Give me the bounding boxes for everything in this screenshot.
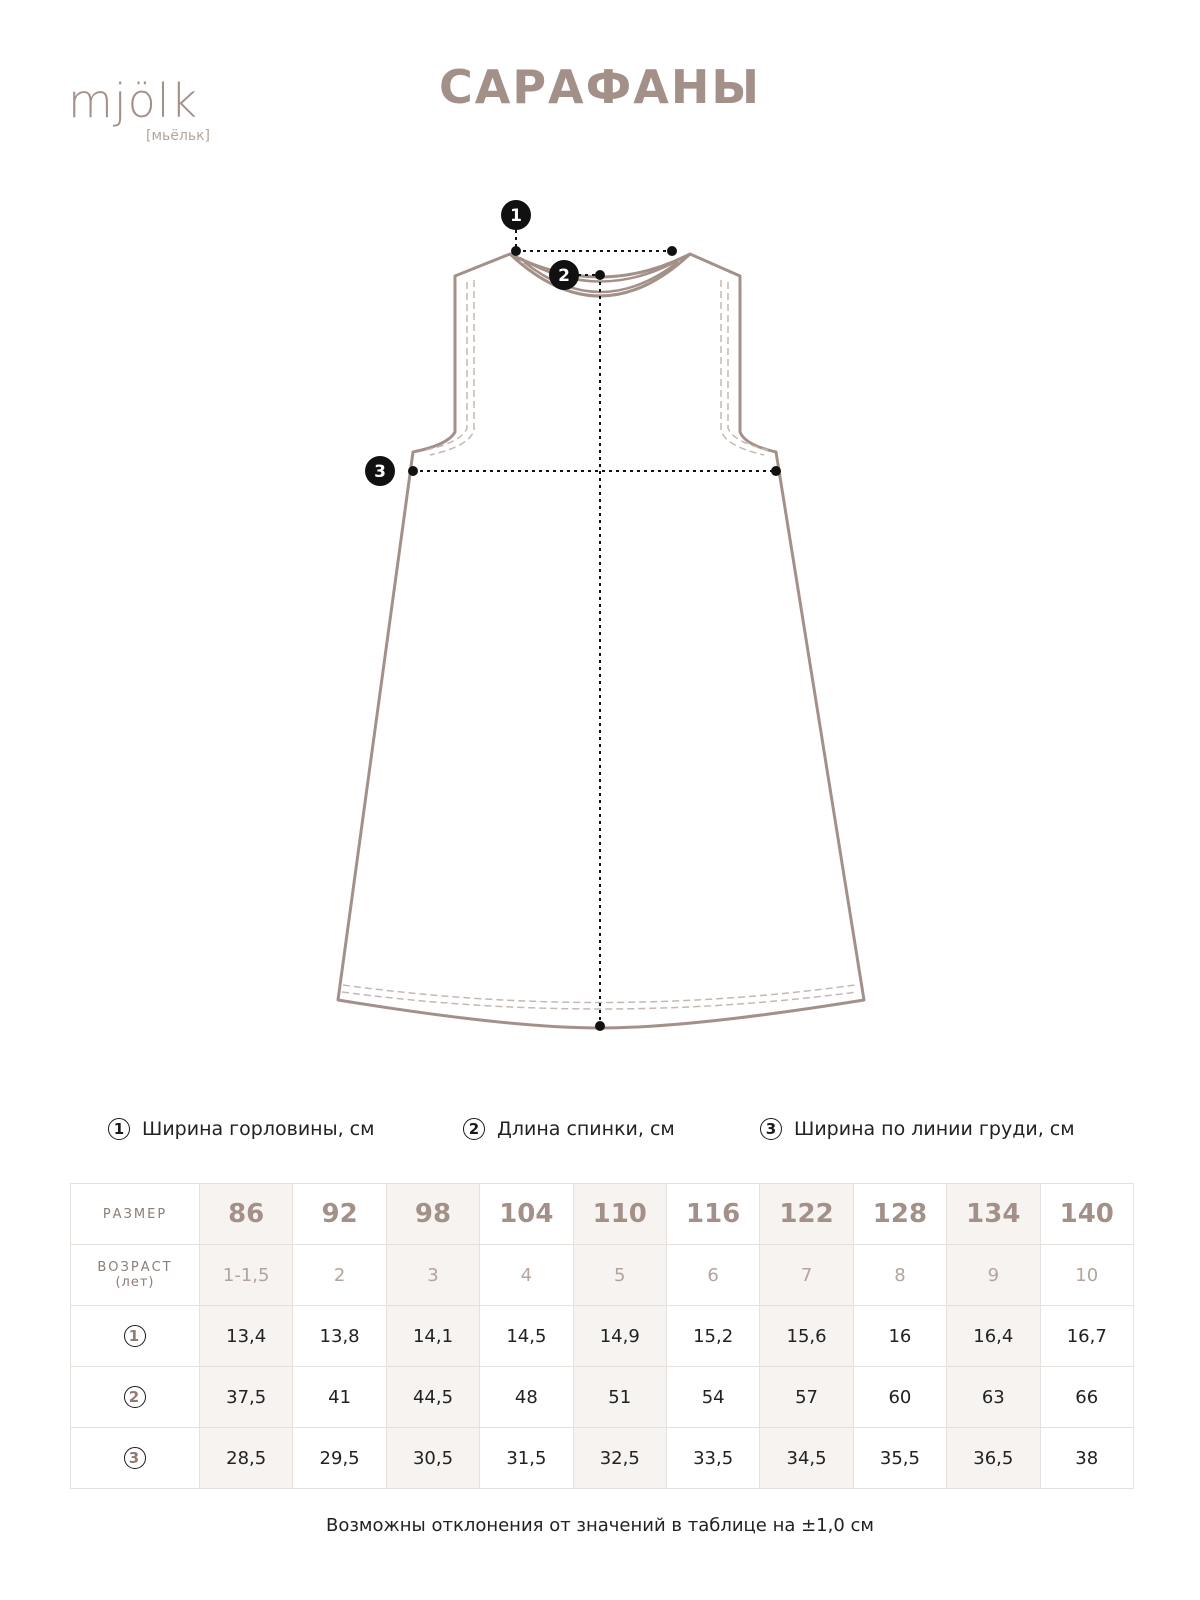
value-cell: 15,6: [760, 1306, 853, 1367]
value-cell: 60: [853, 1367, 946, 1428]
value-cell: 29,5: [293, 1428, 386, 1489]
value-cell: 16,4: [947, 1306, 1040, 1367]
table-row-ages: [71, 1245, 1134, 1306]
legend-item-back-length: [463, 1118, 675, 1140]
left-armhole-stitch: [426, 282, 467, 450]
age-cell: 1-1,5: [200, 1245, 293, 1306]
value-cell: 36,5: [947, 1428, 1040, 1489]
size-table: [70, 1183, 1134, 1489]
value-cell: 16,7: [1040, 1306, 1133, 1367]
marker-3-label: 3: [374, 462, 386, 482]
legend-text-back-length: Длина спинки, см: [497, 1118, 675, 1140]
table-row-chest-width: [71, 1428, 1134, 1489]
neck-width-dot-right: [667, 246, 677, 256]
legend-text-chest-width: Ширина по линии груди, см: [794, 1118, 1075, 1140]
value-cell: 66: [1040, 1367, 1133, 1428]
size-cell: 116: [666, 1184, 759, 1245]
value-cell: 57: [760, 1367, 853, 1428]
size-cell: 110: [573, 1184, 666, 1245]
chest-width-dot-left: [408, 466, 418, 476]
legend-item-neck-width: [108, 1118, 374, 1140]
value-cell: 38: [1040, 1428, 1133, 1489]
logo-transcription: [мьёльк]: [146, 128, 211, 144]
age-cell: 2: [293, 1245, 386, 1306]
size-cell: 92: [293, 1184, 386, 1245]
legend-number-1: 1: [108, 1118, 130, 1140]
value-cell: 63: [947, 1367, 1040, 1428]
value-cell: 16: [853, 1306, 946, 1367]
right-armhole-stitch: [728, 282, 768, 450]
age-cell: 8: [853, 1245, 946, 1306]
size-cell: 98: [386, 1184, 479, 1245]
row-header-3: [71, 1428, 200, 1489]
value-cell: 41: [293, 1367, 386, 1428]
size-cell: 122: [760, 1184, 853, 1245]
table-row-neck-width: [71, 1306, 1134, 1367]
value-cell: 13,4: [200, 1306, 293, 1367]
neck-width-dot-left: [511, 246, 521, 256]
row-number-1: 1: [124, 1325, 146, 1347]
hem-stitch-2: [342, 992, 857, 1009]
size-cell: 86: [200, 1184, 293, 1245]
age-cell: 6: [666, 1245, 759, 1306]
size-cell: 104: [480, 1184, 573, 1245]
value-cell: 28,5: [200, 1428, 293, 1489]
age-cell: 5: [573, 1245, 666, 1306]
age-cell: 7: [760, 1245, 853, 1306]
value-cell: 51: [573, 1367, 666, 1428]
hem-stitch: [343, 985, 855, 1003]
size-cell: 140: [1040, 1184, 1133, 1245]
value-cell: 14,5: [480, 1306, 573, 1367]
value-cell: 54: [666, 1367, 759, 1428]
legend-number-2: 2: [463, 1118, 485, 1140]
value-cell: 15,2: [666, 1306, 759, 1367]
value-cell: 30,5: [386, 1428, 479, 1489]
size-row-header: РАЗМЕР: [71, 1184, 200, 1245]
age-unit: (лет): [115, 1275, 155, 1290]
value-cell: 32,5: [573, 1428, 666, 1489]
value-cell: 31,5: [480, 1428, 573, 1489]
legend-text-neck-width: Ширина горловины, см: [142, 1118, 375, 1140]
legend-item-chest-width: [760, 1118, 1075, 1140]
row-number-3: 3: [124, 1447, 146, 1469]
value-cell: 35,5: [853, 1428, 946, 1489]
page-title: САРАФАНЫ: [438, 60, 762, 114]
table-row-back-length: [71, 1367, 1134, 1428]
back-length-dot-bottom: [595, 1021, 605, 1031]
chest-width-dot-right: [771, 466, 781, 476]
legend-number-3: 3: [760, 1118, 782, 1140]
age-cell: 4: [480, 1245, 573, 1306]
row-header-2: [71, 1367, 200, 1428]
age-row-header: [71, 1245, 200, 1306]
size-cell: 134: [947, 1184, 1040, 1245]
age-label: ВОЗРАСТ: [97, 1260, 173, 1275]
age-cell: 10: [1040, 1245, 1133, 1306]
marker-1-label: 1: [510, 206, 522, 226]
row-header-1: [71, 1306, 200, 1367]
value-cell: 33,5: [666, 1428, 759, 1489]
tolerance-note: Возможны отклонения от значений в таблице на ±1,0 см: [326, 1515, 874, 1536]
value-cell: 48: [480, 1367, 573, 1428]
age-cell: 9: [947, 1245, 1040, 1306]
row-number-2: 2: [124, 1386, 146, 1408]
age-cell: 3: [386, 1245, 479, 1306]
value-cell: 37,5: [200, 1367, 293, 1428]
marker-2-label: 2: [558, 266, 570, 286]
value-cell: 13,8: [293, 1306, 386, 1367]
value-cell: 44,5: [386, 1367, 479, 1428]
logo-wordmark: mjölk: [68, 74, 199, 128]
value-cell: 14,9: [573, 1306, 666, 1367]
value-cell: 34,5: [760, 1428, 853, 1489]
back-length-dot-top: [595, 270, 605, 280]
table-row-sizes: [71, 1184, 1134, 1245]
value-cell: 14,1: [386, 1306, 479, 1367]
size-cell: 128: [853, 1184, 946, 1245]
